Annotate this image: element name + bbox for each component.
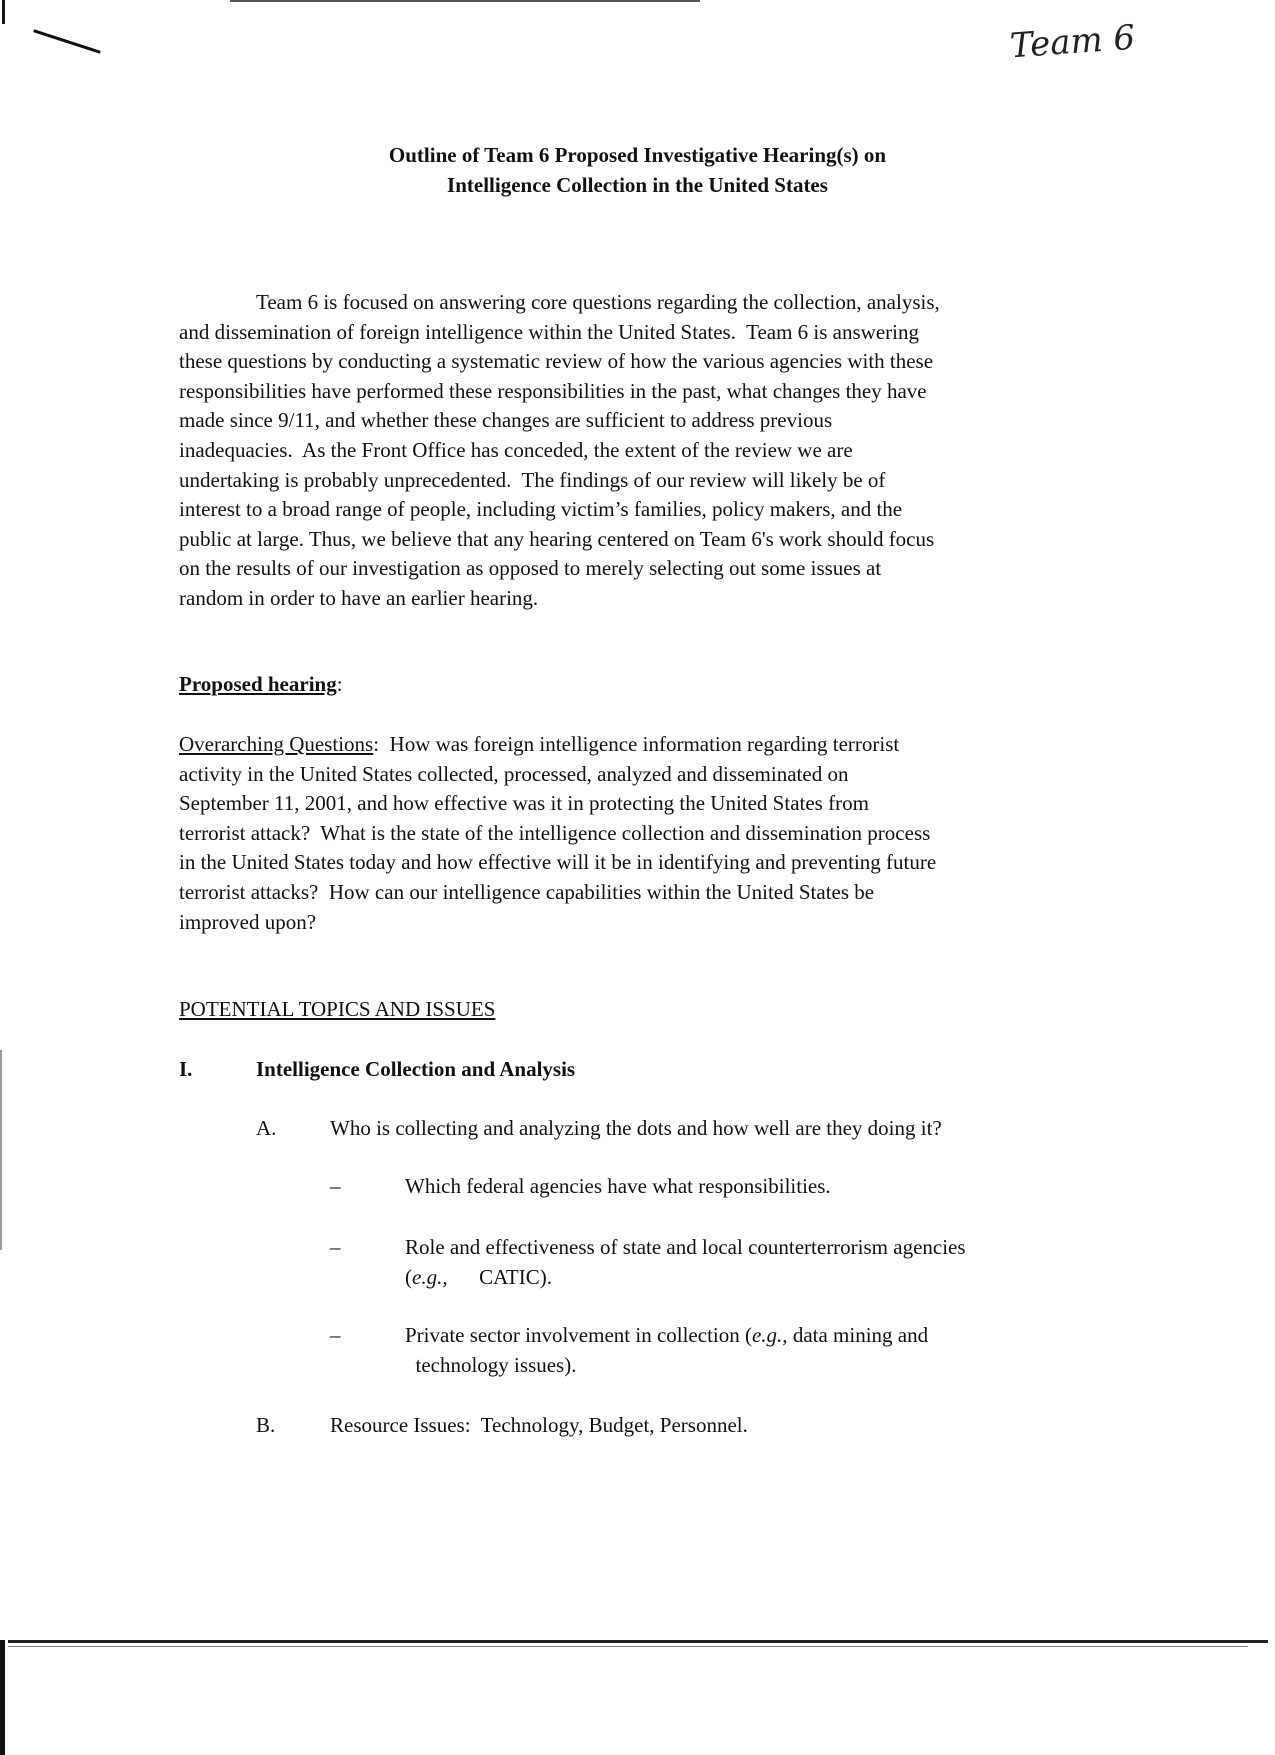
intro-line: on the results of our investigation as opposed to merely selecting out some issues at	[179, 556, 882, 581]
proposed-heading-colon: :	[336, 672, 343, 696]
bullet-text	[405, 1321, 928, 1380]
bullet-dash: –	[330, 1323, 341, 1347]
proposed-hearing-heading	[179, 670, 343, 700]
bullet-text: Which federal agencies have what responsibilities.	[405, 1174, 831, 1198]
bullet-dash: –	[330, 1174, 341, 1198]
topics-heading: POTENTIAL TOPICS AND ISSUES	[179, 997, 496, 1021]
intro-line: these questions by conducting a systematic review of how the various agencies with these	[179, 349, 934, 374]
scan-top-line	[230, 0, 700, 2]
proposed-heading-text: Proposed hearing	[179, 672, 337, 696]
intro-line: and dissemination of foreign intelligence within the United States. Team 6 is answering	[179, 319, 919, 344]
intro-line: responsibilities have performed these responsibilities in the past, what changes they have	[179, 378, 927, 403]
intro-line: random in order to have an earlier hearing.	[179, 585, 539, 610]
bullet-line: Role and effectiveness of state and local counterterrorism agencies	[405, 1235, 966, 1259]
item-letter-b: B.	[256, 1413, 276, 1437]
bullet-eg: e.g.,	[412, 1264, 448, 1289]
overarching-questions	[179, 730, 936, 937]
bullet-dash: –	[330, 1235, 341, 1259]
handwritten-team-label: Team 6	[1008, 17, 1137, 67]
intro-line: Team 6 is focused on answering core questions regarding the collection, analysis,	[256, 290, 940, 314]
item-text-b: Resource Issues: Technology, Budget, Personnel.	[330, 1413, 748, 1437]
intro-paragraph	[179, 288, 940, 614]
handwritten-note	[1008, 17, 1137, 67]
item-text-a: Who is collecting and analyzing the dots and how well are they doing it?	[330, 1116, 942, 1140]
bullet-text	[405, 1233, 966, 1292]
overarching-line: : How was foreign intelligence information regarding terrorist	[373, 732, 900, 756]
overarching-line: terrorist attack? What is the state of the intelligence collection and dissemination process	[179, 820, 931, 845]
scan-bottom-line-thin	[8, 1646, 1248, 1647]
bullet-paren: (	[405, 1264, 412, 1289]
intro-line: public at large. Thus, we believe that any hearing centered on Team 6's work should focus	[179, 526, 935, 551]
intro-line: interest to a broad range of people, including victim’s families, policy makers, and the	[179, 497, 903, 522]
scan-mark-top-left	[2, 0, 5, 24]
scan-left-edge	[0, 1640, 5, 1755]
document-title	[0, 140, 1275, 200]
item-letter-a: A.	[256, 1116, 277, 1140]
bullet-eg: e.g.,	[751, 1323, 788, 1347]
bullet-line: CATIC).	[447, 1264, 552, 1289]
intro-line: made since 9/11, and whether these changes are sufficient to address previous	[179, 408, 833, 433]
overarching-label: Overarching Questions	[179, 732, 374, 756]
bullet-line: Private sector involvement in collection (	[405, 1323, 752, 1347]
section-numeral: I.	[179, 1057, 193, 1081]
title-line-1: Outline of Team 6 Proposed Investigative Hearing(s) on	[388, 143, 887, 167]
intro-line: inadequacies. As the Front Office has conceded, the extent of the review we are	[179, 437, 853, 462]
section-title: Intelligence Collection and Analysis	[256, 1057, 576, 1081]
scan-bottom-line	[8, 1640, 1268, 1643]
intro-line: undertaking is probably unprecedented. The findings of our review will likely be of	[179, 467, 886, 492]
overarching-line: terrorist attacks? How can our intelligence capabilities within the United States be	[179, 879, 875, 904]
overarching-line: in the United States today and how effective will it be in identifying and preventing future	[179, 850, 937, 875]
overarching-line: activity in the United States collected, processed, analyzed and disseminated on	[179, 761, 849, 786]
overarching-line: September 11, 2001, and how effective was it in protecting the United States from	[179, 791, 869, 816]
bullet-line: data mining and	[787, 1323, 929, 1347]
scan-mark-stroke	[33, 29, 101, 53]
bullet-line: technology issues).	[405, 1352, 577, 1377]
scan-left-edge-faint	[0, 1050, 2, 1250]
title-line-2: Intelligence Collection in the United States	[447, 173, 828, 197]
overarching-line: improved upon?	[179, 909, 317, 934]
